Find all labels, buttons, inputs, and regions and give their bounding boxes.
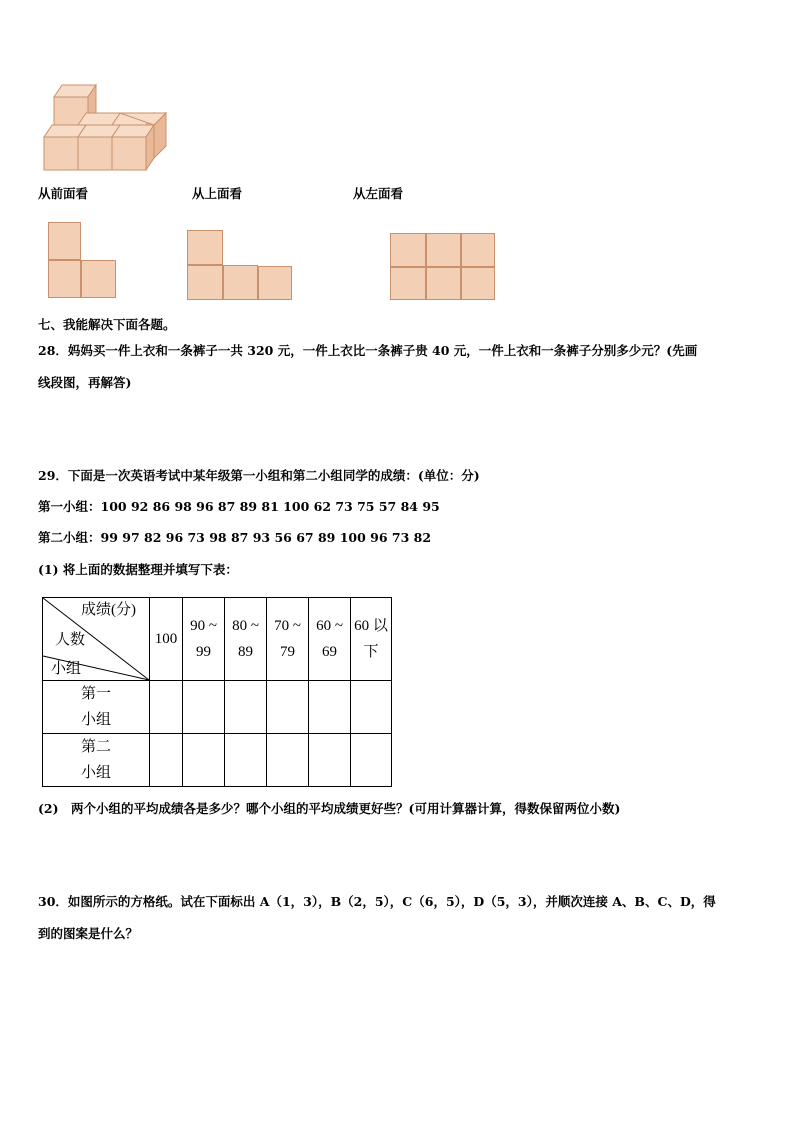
row-header-group2: 第二 小组: [43, 734, 150, 787]
table-header-row: [43, 598, 392, 681]
front-view-label: 从前面看: [38, 186, 89, 201]
view-square: [426, 233, 461, 267]
score-table: [42, 597, 392, 787]
question-30-line2: 到的图案是什么？: [38, 926, 139, 941]
row-header-group1: 第一 小组: [43, 681, 150, 734]
col-header-100: 100: [150, 598, 183, 681]
col-header-below-60: 60 以 下: [351, 598, 392, 681]
view-square: [48, 222, 81, 260]
view-square: [390, 233, 426, 267]
diag-score-label: 成绩(分): [81, 602, 136, 618]
answer-cell[interactable]: [351, 734, 392, 787]
table-row-group1: [43, 681, 392, 734]
answer-cell[interactable]: [183, 734, 225, 787]
view-square: [223, 265, 258, 300]
view-square: [258, 266, 292, 300]
view-square: [461, 267, 495, 300]
diag-group-label: 小组: [51, 661, 82, 677]
answer-cell[interactable]: [351, 681, 392, 734]
table-row-group2: [43, 734, 392, 787]
col-header-90-99: 90 ~ 99: [183, 598, 225, 681]
answer-cell[interactable]: [225, 734, 267, 787]
answer-cell[interactable]: [150, 681, 183, 734]
view-square: [390, 267, 426, 300]
answer-cell[interactable]: [267, 681, 309, 734]
view-square: [461, 233, 495, 267]
view-square: [187, 230, 223, 265]
group1-scores: 第一小组：100 92 86 98 96 87 89 81 100 62 73 75 57 84 95: [38, 499, 440, 514]
section-heading: 七、我能解决下面各题。: [38, 317, 176, 332]
answer-cell[interactable]: [183, 681, 225, 734]
view-square: [81, 260, 116, 298]
question-28-line1: 28．妈妈买一件上衣和一条裤子一共 320 元，一件上衣比一条裤子贵 40 元，一件上衣和一条裤子分别多少元？(先画: [38, 343, 698, 358]
col-header-70-79: 70 ~ 79: [267, 598, 309, 681]
answer-cell[interactable]: [150, 734, 183, 787]
diag-count-label: 人数: [55, 632, 86, 648]
col-header-80-89: 80 ~ 89: [225, 598, 267, 681]
view-square: [187, 265, 223, 300]
left-view-label: 从左面看: [353, 186, 404, 201]
view-square: [48, 260, 81, 298]
group2-scores: 第二小组：99 97 82 96 73 98 87 93 56 67 89 100 96 73 82: [38, 530, 432, 545]
view-square: [426, 267, 461, 300]
answer-cell[interactable]: [225, 681, 267, 734]
diagonal-header-cell: [43, 598, 150, 681]
question-29-part2: (2) 两个小组的平均成绩各是多少？哪个小组的平均成绩更好些？(可用计算器计算，得数保留两位小数): [38, 801, 621, 816]
question-28-line2: 线段图，再解答): [38, 375, 132, 390]
question-29-part1: (1) 将上面的数据整理并填写下表：: [38, 562, 238, 577]
question-29-intro: 29．下面是一次英语考试中某年级第一小组和第二小组同学的成绩：(单位：分): [38, 468, 480, 483]
cube-stack-figure: [42, 80, 172, 180]
answer-cell[interactable]: [309, 681, 351, 734]
question-30-line1: 30．如图所示的方格纸。试在下面标出 A（1，3），B（2，5），C（6，5），D（5，3），并顺次连接 A、B、C、D，得: [38, 894, 716, 909]
answer-cell[interactable]: [267, 734, 309, 787]
answer-cell[interactable]: [309, 734, 351, 787]
col-header-60-69: 60 ~ 69: [309, 598, 351, 681]
top-view-label: 从上面看: [192, 186, 243, 201]
